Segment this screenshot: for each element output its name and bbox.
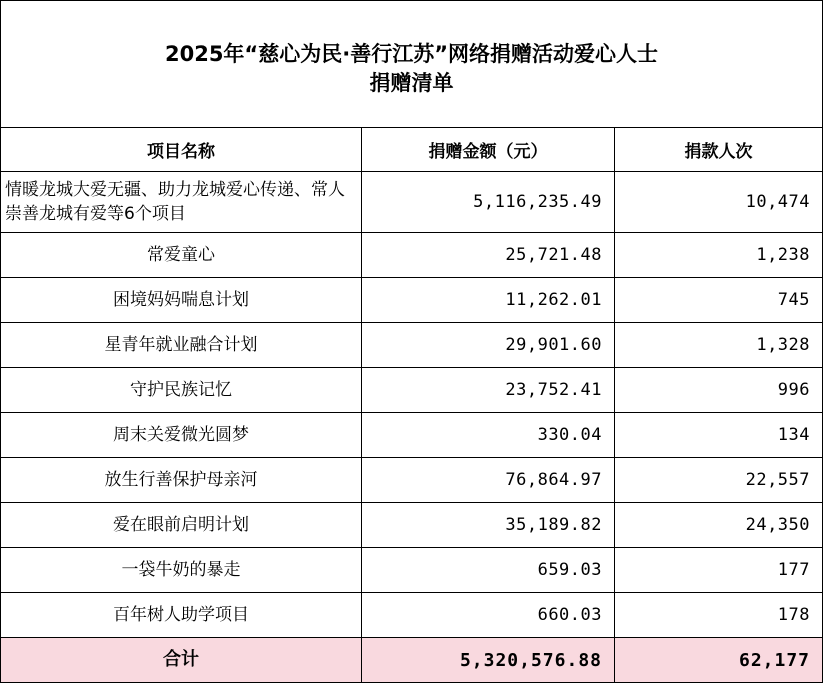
count-cell: 177 bbox=[615, 548, 823, 593]
header-donation-amount: 捐赠金额（元） bbox=[362, 128, 615, 172]
table-row bbox=[1, 503, 823, 548]
table-row bbox=[1, 593, 823, 638]
total-label: 合计 bbox=[1, 638, 362, 683]
title-line-1: 2025年“慈心为民·善行江苏”网络捐赠活动爱心人士 bbox=[164, 42, 659, 66]
table-row bbox=[1, 458, 823, 503]
table-row bbox=[1, 172, 823, 233]
title-line-2: 捐赠清单 bbox=[369, 71, 454, 95]
count-cell: 134 bbox=[615, 413, 823, 458]
project-name-cell: 百年树人助学项目 bbox=[1, 593, 362, 638]
table-row bbox=[1, 413, 823, 458]
amount-cell: 11,262.01 bbox=[362, 278, 615, 323]
amount-cell: 330.04 bbox=[362, 413, 615, 458]
count-cell: 1,328 bbox=[615, 323, 823, 368]
count-cell: 996 bbox=[615, 368, 823, 413]
count-cell: 1,238 bbox=[615, 233, 823, 278]
table-row bbox=[1, 233, 823, 278]
table-row bbox=[1, 323, 823, 368]
amount-cell: 76,864.97 bbox=[362, 458, 615, 503]
header-project-name: 项目名称 bbox=[1, 128, 362, 172]
count-cell: 22,557 bbox=[615, 458, 823, 503]
amount-cell: 29,901.60 bbox=[362, 323, 615, 368]
amount-cell: 659.03 bbox=[362, 548, 615, 593]
project-name-cell: 爱在眼前启明计划 bbox=[1, 503, 362, 548]
total-amount: 5,320,576.88 bbox=[362, 638, 615, 683]
table-row bbox=[1, 548, 823, 593]
table-row bbox=[1, 278, 823, 323]
header-donor-count: 捐款人次 bbox=[615, 128, 823, 172]
count-cell: 24,350 bbox=[615, 503, 823, 548]
project-name-cell: 守护民族记忆 bbox=[1, 368, 362, 413]
project-name-cell: 困境妈妈喘息计划 bbox=[1, 278, 362, 323]
project-name-cell: 情暖龙城大爱无疆、助力龙城爱心传递、常人崇善龙城有爱等6个项目 bbox=[1, 172, 362, 233]
total-count: 62,177 bbox=[615, 638, 823, 683]
count-cell: 178 bbox=[615, 593, 823, 638]
total-row bbox=[1, 638, 823, 683]
table-header-row bbox=[1, 128, 823, 172]
count-cell: 745 bbox=[615, 278, 823, 323]
amount-cell: 23,752.41 bbox=[362, 368, 615, 413]
amount-cell: 35,189.82 bbox=[362, 503, 615, 548]
table-row bbox=[1, 368, 823, 413]
count-cell: 10,474 bbox=[615, 172, 823, 233]
title-row bbox=[1, 1, 823, 128]
project-name-cell: 一袋牛奶的暴走 bbox=[1, 548, 362, 593]
amount-cell: 25,721.48 bbox=[362, 233, 615, 278]
amount-cell: 660.03 bbox=[362, 593, 615, 638]
project-name-cell: 放生行善保护母亲河 bbox=[1, 458, 362, 503]
project-name-cell: 周末关爱微光圆梦 bbox=[1, 413, 362, 458]
project-name-cell: 常爱童心 bbox=[1, 233, 362, 278]
amount-cell: 5,116,235.49 bbox=[362, 172, 615, 233]
project-name-cell: 星青年就业融合计划 bbox=[1, 323, 362, 368]
sheet-title bbox=[1, 1, 823, 128]
